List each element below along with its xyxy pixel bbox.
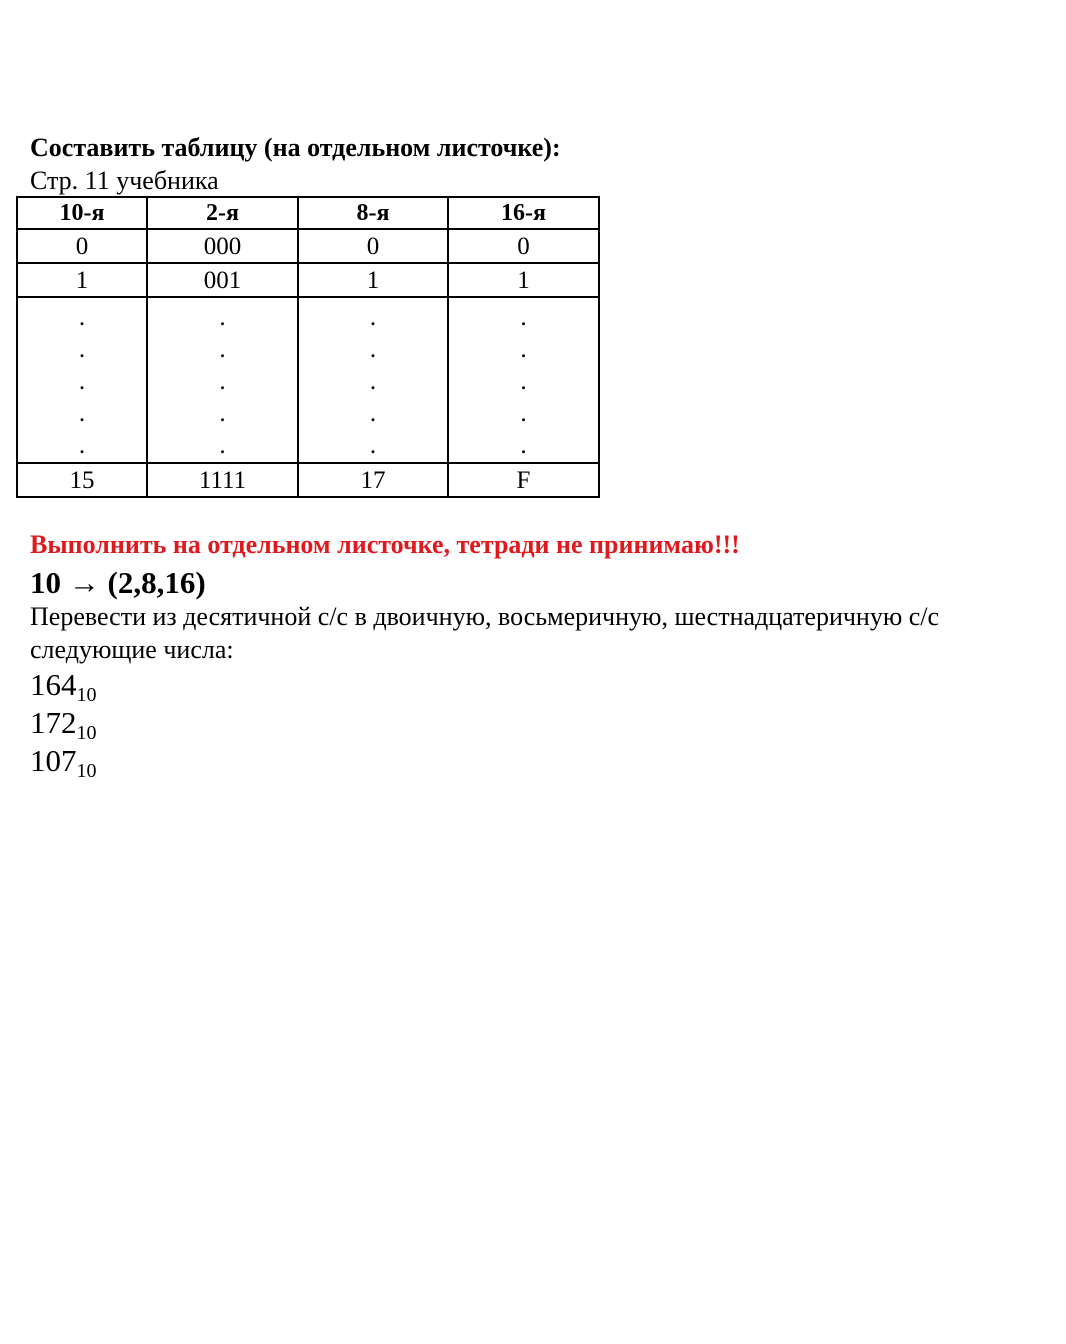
number-item — [30, 705, 97, 745]
ellipsis-dot: . — [520, 400, 527, 427]
column-header-decimal: 10-я — [17, 197, 147, 229]
ellipsis-dot: . — [78, 368, 86, 395]
table-cell: 1 — [17, 263, 147, 297]
column-header-binary: 2-я — [147, 197, 298, 229]
number-system-table — [16, 196, 600, 498]
number-value: 172 — [30, 705, 77, 740]
number-item — [30, 743, 97, 783]
ellipsis-dot: . — [369, 336, 377, 363]
ellipsis-dot: . — [369, 432, 377, 459]
ellipsis-dot: . — [219, 304, 226, 331]
textbook-reference: Стр. 11 учебника — [30, 166, 219, 195]
table-cell: 1 — [298, 263, 448, 297]
ellipsis-dot: . — [78, 304, 86, 331]
table-cell: 000 — [147, 229, 298, 263]
ellipsis-dot: . — [520, 304, 527, 331]
table-cell: 1 — [448, 263, 599, 297]
table-row — [17, 229, 599, 263]
ellipsis-dot: . — [520, 336, 527, 363]
ellipsis-cell — [448, 297, 599, 463]
ellipsis-dot: . — [219, 336, 226, 363]
ellipsis-cell — [147, 297, 298, 463]
column-header-octal: 8-я — [298, 197, 448, 229]
number-base: 10 — [76, 760, 97, 782]
table-cell: 0 — [298, 229, 448, 263]
table-header-row — [17, 197, 599, 229]
ellipsis-dot: . — [219, 432, 226, 459]
table-cell: 17 — [298, 463, 448, 497]
ellipsis-dot: . — [78, 400, 86, 427]
table-row — [17, 263, 599, 297]
ellipsis-dot: . — [369, 400, 377, 427]
table-cell: 1111 — [147, 463, 298, 497]
table-cell: 0 — [17, 229, 147, 263]
table-cell: 0 — [448, 229, 599, 263]
task-heading: Составить таблицу (на отдельном листочке): — [30, 133, 561, 162]
task-instruction: Перевести из десятичной с/с в двоичную, восьмеричную, шестнадцатеричную с/с следующие числа: — [30, 602, 940, 664]
table-cell: 001 — [147, 263, 298, 297]
number-value: 164 — [30, 667, 77, 702]
ellipsis-row — [17, 297, 599, 463]
ellipsis-dot: . — [219, 400, 226, 427]
number-base: 10 — [76, 684, 97, 706]
ellipsis-dot: . — [369, 304, 377, 331]
number-item — [30, 667, 97, 707]
ellipsis-dot: . — [520, 368, 527, 395]
ellipsis-cell — [17, 297, 147, 463]
number-base: 10 — [76, 722, 97, 744]
warning-notice: Выполнить на отдельном листочке, тетради не принимаю!!! — [30, 530, 740, 559]
ellipsis-dot: . — [78, 432, 86, 459]
conversion-formula: 10 → (2,8,16) — [30, 565, 206, 600]
ellipsis-dot: . — [520, 432, 527, 459]
ellipsis-dot: . — [78, 336, 86, 363]
table-cell: 15 — [17, 463, 147, 497]
number-value: 107 — [30, 743, 77, 778]
ellipsis-dot: . — [369, 368, 377, 395]
ellipsis-dot: . — [219, 368, 226, 395]
ellipsis-cell — [298, 297, 448, 463]
column-header-hex: 16-я — [448, 197, 599, 229]
table-cell: F — [448, 463, 599, 497]
table-row — [17, 463, 599, 497]
